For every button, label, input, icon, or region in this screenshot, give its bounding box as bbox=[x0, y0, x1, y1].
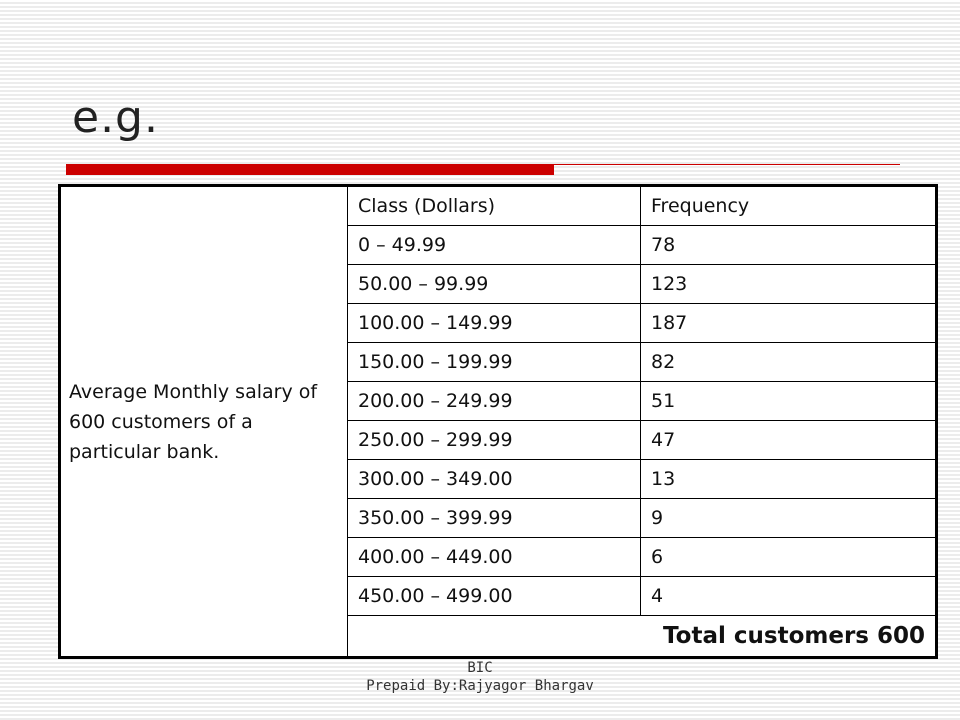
class-cell: 200.00 – 249.99 bbox=[348, 382, 641, 421]
footer-line-author: Prepaid By:Rajyagor Bhargav bbox=[366, 678, 594, 694]
class-cell: 350.00 – 399.99 bbox=[348, 499, 641, 538]
frequency-cell: 82 bbox=[641, 343, 937, 382]
table-header-row bbox=[60, 186, 937, 226]
class-cell: 100.00 – 149.99 bbox=[348, 304, 641, 343]
frequency-table bbox=[58, 184, 938, 659]
total-customers: Total customers 600 bbox=[348, 616, 937, 658]
frequency-cell: 47 bbox=[641, 421, 937, 460]
frequency-cell: 6 bbox=[641, 538, 937, 577]
frequency-cell: 78 bbox=[641, 226, 937, 265]
table-description: Average Monthly salary of 600 customers of a particular bank. bbox=[60, 186, 348, 658]
class-cell: 150.00 – 199.99 bbox=[348, 343, 641, 382]
frequency-cell: 123 bbox=[641, 265, 937, 304]
header-class: Class (Dollars) bbox=[348, 186, 641, 226]
frequency-cell: 51 bbox=[641, 382, 937, 421]
class-cell: 450.00 – 499.00 bbox=[348, 577, 641, 616]
frequency-cell: 9 bbox=[641, 499, 937, 538]
class-cell: 250.00 – 299.99 bbox=[348, 421, 641, 460]
class-cell: 300.00 – 349.00 bbox=[348, 460, 641, 499]
title-underline-thin bbox=[554, 164, 900, 165]
class-cell: 50.00 – 99.99 bbox=[348, 265, 641, 304]
frequency-cell: 4 bbox=[641, 577, 937, 616]
class-cell: 400.00 – 449.00 bbox=[348, 538, 641, 577]
header-frequency: Frequency bbox=[641, 186, 937, 226]
frequency-cell: 187 bbox=[641, 304, 937, 343]
title-underline-thick bbox=[66, 164, 554, 175]
footer-line-bic: BIC bbox=[467, 660, 493, 676]
frequency-cell: 13 bbox=[641, 460, 937, 499]
class-cell: 0 – 49.99 bbox=[348, 226, 641, 265]
slide-title: e.g. bbox=[72, 92, 159, 143]
slide-footer bbox=[0, 659, 960, 695]
